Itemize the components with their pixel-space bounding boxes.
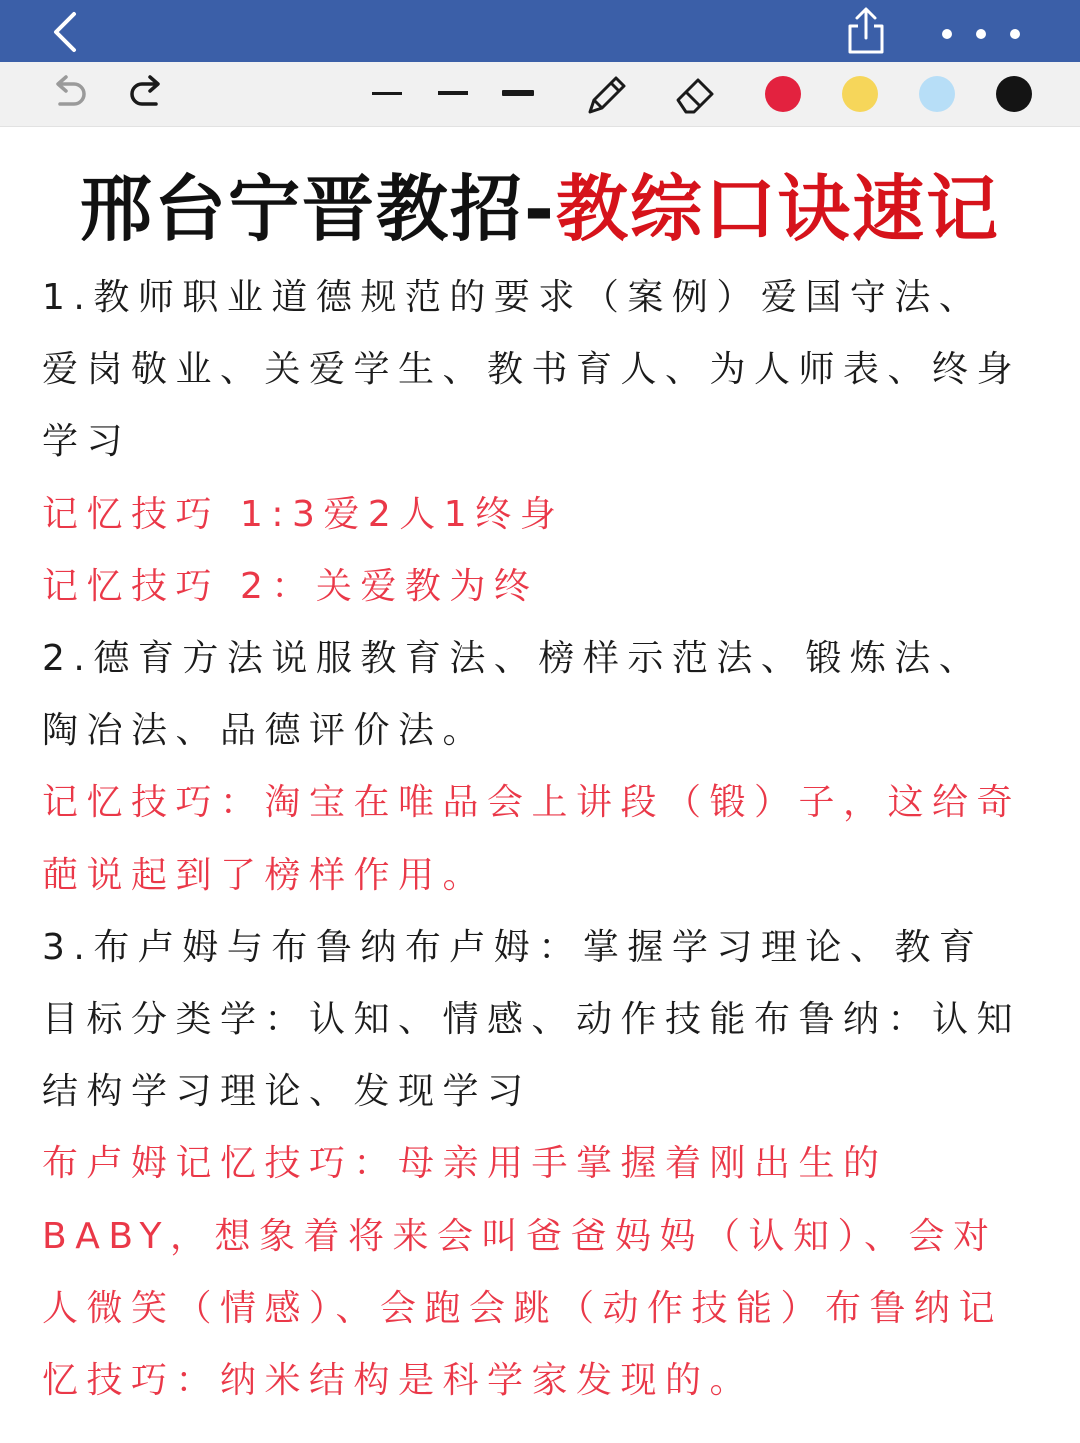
redo-button[interactable]: [126, 74, 170, 114]
drawing-toolbar: [0, 62, 1080, 127]
undo-button[interactable]: [46, 74, 90, 114]
color-swatch-black[interactable]: [996, 76, 1032, 112]
stroke-thick-option[interactable]: [502, 90, 534, 96]
eraser-icon: [668, 70, 720, 120]
paragraph-2: 2.德育方法说服教育法、榜样示范法、锻炼法、陶冶法、品德评价法。: [42, 638, 984, 752]
stroke-medium-option[interactable]: [438, 91, 468, 95]
page-title-black: 邢台宁晋教招-: [80, 167, 556, 251]
app-bar: [0, 0, 1080, 62]
paragraph-1: 1.教师职业道德规范的要求（案例）爱国守法、爱岗敬业、关爱学生、教书育人、为人师表、终身学习: [42, 277, 1022, 463]
back-button[interactable]: [44, 10, 88, 54]
undo-icon: [46, 74, 90, 114]
color-swatch-red[interactable]: [765, 76, 801, 112]
page-title: [0, 164, 1080, 254]
more-button[interactable]: [930, 20, 1030, 48]
memory-tip-3: 记忆技巧：淘宝在唯品会上讲段（锻）子，这给奇葩说起到了榜样作用。: [42, 782, 1022, 896]
memory-tip-4: 布卢姆记忆技巧：母亲用手掌握着刚出生的BABY，想象着将来会叫爸爸妈妈（认知）、会对人微笑（情感）、会跑会跳（动作技能）布鲁纳记忆技巧：纳米结构是科学家发现的。: [42, 1143, 1004, 1402]
color-swatch-blue[interactable]: [919, 76, 955, 112]
pencil-icon: [580, 70, 632, 120]
color-swatch-yellow[interactable]: [842, 76, 878, 112]
more-horizontal-icon: [930, 20, 1030, 48]
share-button[interactable]: [842, 6, 890, 56]
paragraph-3: 3.布卢姆与布鲁纳布卢姆：掌握学习理论、教育目标分类学：认知、情感、动作技能布鲁纳：认知结构学习理论、发现学习: [42, 926, 1022, 1113]
page-title-red: 教综口诀速记: [555, 167, 1000, 251]
redo-icon: [126, 74, 170, 114]
memory-tip-2: 记忆技巧 2：关爱教为终: [42, 565, 539, 607]
eraser-tool-button[interactable]: [668, 70, 720, 120]
memory-tip-1: 记忆技巧 1:3爱2人1终身: [42, 493, 565, 535]
pencil-tool-button[interactable]: [580, 70, 632, 120]
stroke-thin-option[interactable]: [372, 92, 402, 95]
chevron-left-icon: [44, 10, 88, 54]
note-content: [42, 262, 1022, 1417]
share-icon: [842, 6, 890, 56]
